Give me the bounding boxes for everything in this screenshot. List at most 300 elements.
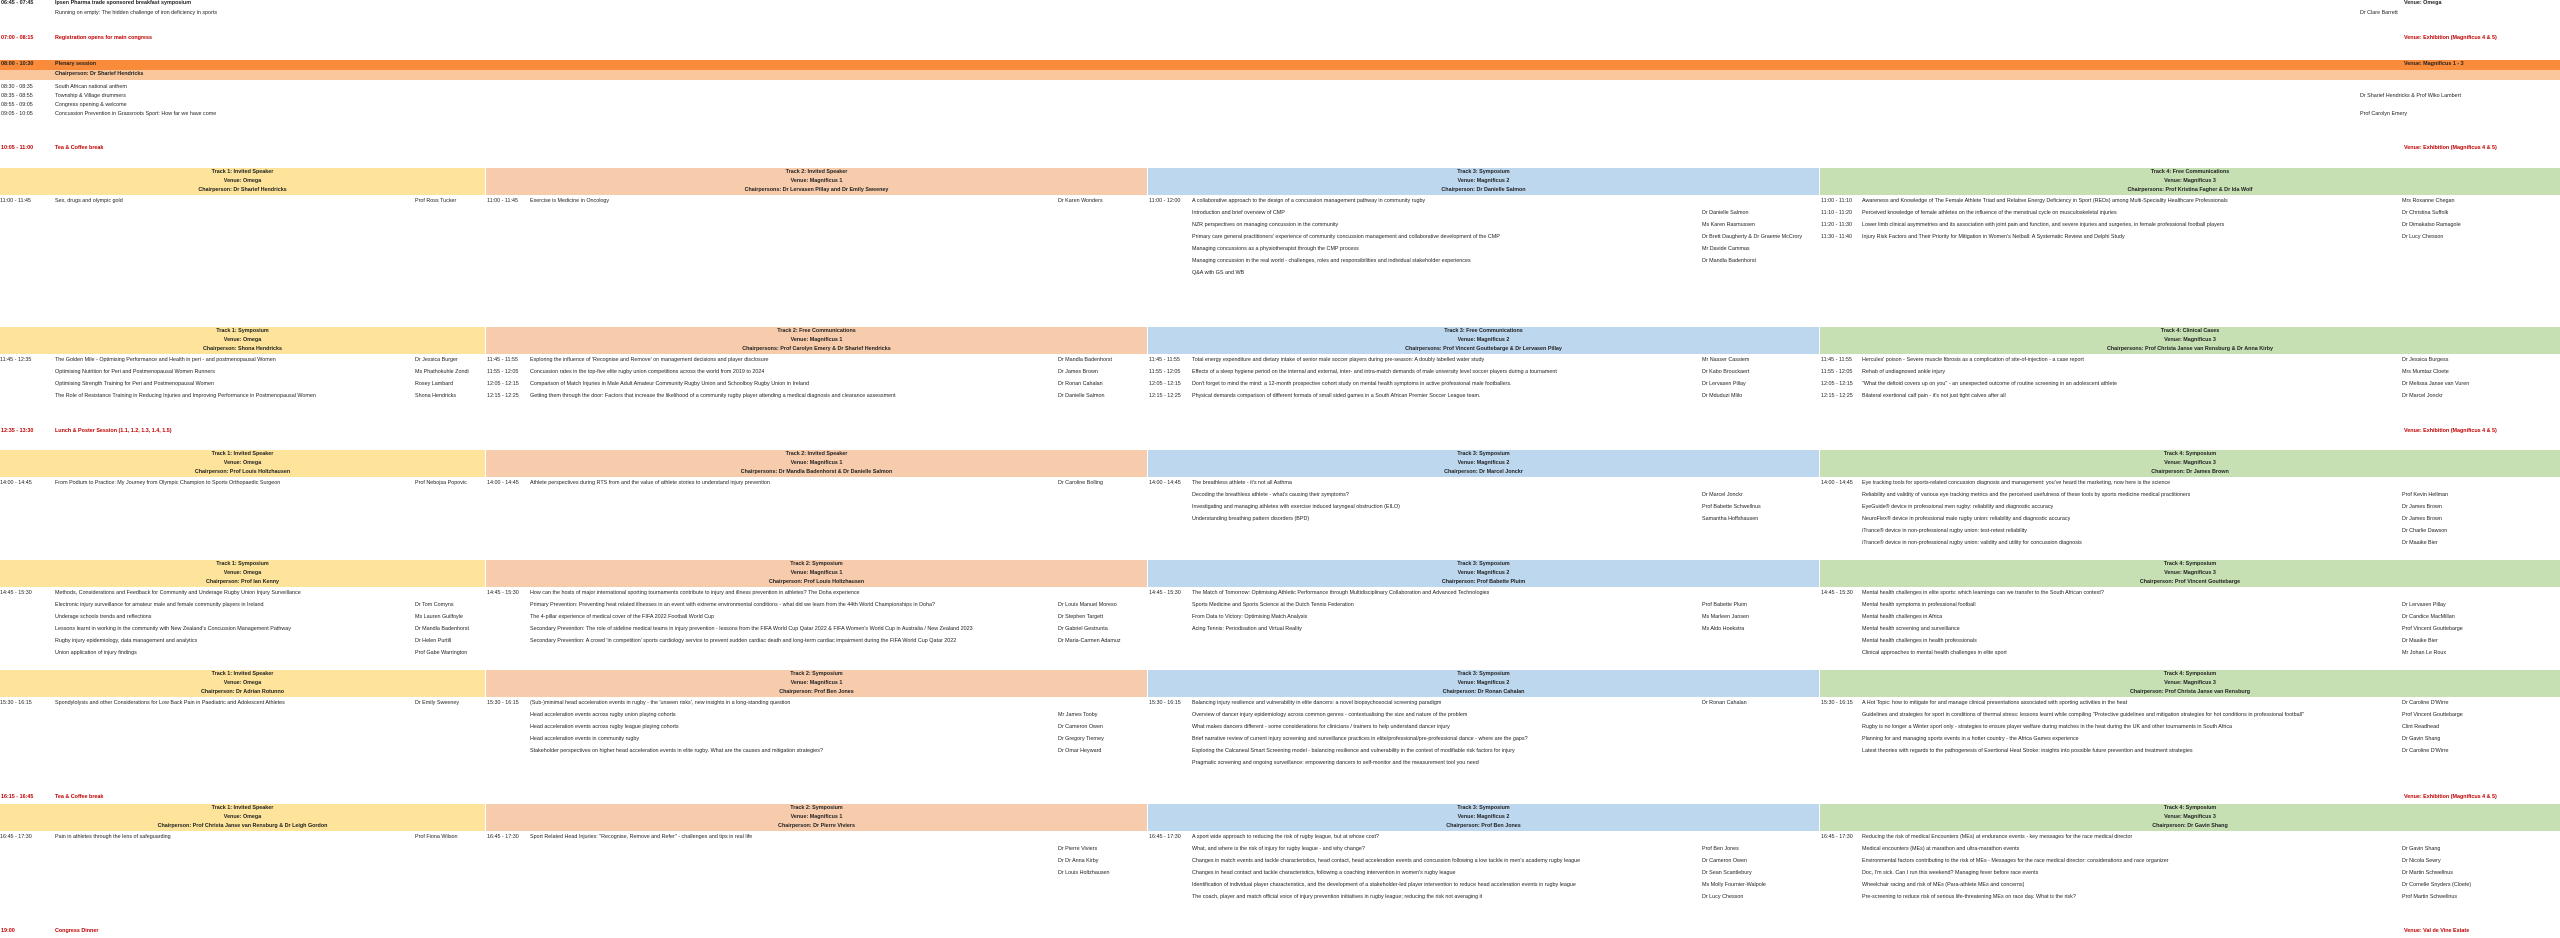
talk-speaker: Mr James Tooby [1058, 712, 1098, 718]
talk-time: 11:10 - 11:20 [1821, 210, 1852, 216]
talk-speaker: Prof Vincent Gouttebarge [2402, 712, 2463, 718]
track-header-line: Chairperson: Prof Louis Holtzhausen [486, 578, 1147, 587]
session-venue: Venue: Magnificus 1 - 3 [2404, 61, 2464, 67]
talk-title: Clinical approaches to mental health challenges in elite sport [1862, 650, 2007, 656]
talk-title: Union application of injury findings [55, 650, 137, 656]
talk-speaker: Dr James Brown [2402, 504, 2442, 510]
track-header-line: Venue: Magnificus 3 [1820, 177, 2560, 186]
talk-time: 14:00 - 14:45 [0, 480, 32, 486]
session-title: Tea & Coffee break [55, 794, 104, 800]
talk-title: A collaborative approach to the design of a concussion management pathway in community rugby [1192, 198, 1426, 204]
track-header-line: Track 1: Invited Speaker [0, 450, 485, 459]
talk-title: Q&A with GS and WB [1192, 270, 1245, 276]
talk-title: Medical encounters (MEs) at marathon and ultra-marathon events [1862, 846, 2020, 852]
track-header-line: Chairperson: Dr Ronan Cahalan [1148, 688, 1819, 697]
talk-title: Rehab of undiagnosed ankle injury [1862, 369, 1946, 375]
talk-title: Sports Medicine and Sports Science at the Dutch Tennis Federation [1192, 602, 1354, 608]
track-header-line: Track 1: Invited Speaker [0, 168, 485, 177]
track-header-line: Chairperson: Dr Gavin Shang [1820, 822, 2560, 831]
talk-title: The Golden Mile - Optimising Performance and Health in peri - and postmenopausal Women [55, 357, 276, 363]
track-header-line: Venue: Magnificus 2 [1148, 813, 1819, 822]
talk-title: Investigating and managing athletes with exercise induced laryngeal obstruction (EILO) [1192, 504, 1400, 510]
talk-title: Rugby injury epidemiology, data management and analytics [55, 638, 198, 644]
talk-title: Optimising Strength Training for Peri and Postmenopausal Women [55, 381, 215, 387]
talk-speaker: Dr Louis Holtzhausen [1058, 870, 1110, 876]
talk-title: Environmental factors contributing to the risk of MEs - Messages for the race medical director: considerations and race organizer [1862, 858, 2169, 864]
talk-time: 12:05 - 12:15 [1149, 381, 1181, 387]
session-title: Congress Dinner [55, 928, 99, 934]
talk-speaker: Dr Caroline Bolling [1058, 480, 1103, 486]
talk-title: Exploring the Calcaneal Smart Screening model - balancing resilience and vulnerability in the context of modifiable risk factors for injury [1192, 748, 1515, 754]
session-venue: Venue: Omega [2404, 0, 2442, 6]
talk-speaker: Mr Davide Cammas [1702, 246, 1750, 252]
item-time: 08:35 - 08:55 [1, 93, 33, 99]
chairperson: Chairperson: Dr Sharief Hendricks [55, 71, 144, 77]
track-header-line: Chairpersons: Dr Lervasen Pillay and Dr Emily Sweeney [486, 186, 1147, 195]
talk-title: Managing concussions as a physiotherapist through the CMP process [1192, 246, 1359, 252]
talk-time: 12:05 - 12:15 [1821, 381, 1853, 387]
track-header-line: Track 1: Invited Speaker [0, 670, 485, 679]
talk-speaker: Dr Caroline D'Wirre [2402, 700, 2449, 706]
plenary-item [0, 111, 2560, 121]
talk-title: Exploring the influence of 'Recognise and Remove' on management decisions and player disclosure [530, 357, 769, 363]
talk-speaker: Dr Omar Heyward [1058, 748, 1102, 754]
talk-title: Acing Tennis: Periodisation and Virtual Reality [1192, 626, 1302, 632]
talk-time: 11:45 - 12:35 [0, 357, 32, 363]
talk-speaker: Dr Dimakatso Ramagole [2402, 222, 2461, 228]
track-header-line: Venue: Magnificus 1 [486, 177, 1147, 186]
talk-speaker: Prof Vincent Gouttebarge [2402, 626, 2463, 632]
talk-title: From Data to Victory: Optimising Match Analysis [1192, 614, 1308, 620]
track-header-line: Track 2: Symposium [486, 560, 1147, 569]
track-header-line: Track 3: Symposium [1148, 670, 1819, 679]
talk-speaker: Dr Maria-Carmen Adamuz [1058, 638, 1121, 644]
talk-title: Changes in head contact and tackle characteristics, following a coaching intervention in women's rugby league [1192, 870, 1456, 876]
track-header-line: Chairperson: Dr Pierre Viviers [486, 822, 1147, 831]
talk-title: Pragmatic screening and ongoing surveillance: empowering dancers to self-monitor and the measurement tool you need [1192, 760, 1479, 766]
talk-speaker: Dr Clare Barrett [2360, 10, 2398, 16]
talk-speaker: Ms Marleen Jansen [1702, 614, 1750, 620]
talk-title: Head acceleration events across rugby union playing cohorts [530, 712, 676, 718]
dinner-row [0, 928, 2560, 938]
talk-speaker: Prof Martin Schwellnus [2402, 894, 2458, 900]
track-header-line: Track 1: Symposium [0, 327, 485, 336]
talk-speaker: Dr Karen Wonders [1058, 198, 1103, 204]
talk-speaker: Dr Sean Scantlebury [1702, 870, 1752, 876]
talk-title: Understanding breathing pattern disorders (BPD) [1192, 516, 1310, 522]
talk-speaker: Dr Gavin Shang [2402, 846, 2441, 852]
talk-title: EyeGuide® device in professional men rugby: reliability and diagnostic accuracy [1862, 504, 2054, 510]
track-header-line: Chairpersons: Prof Carolyn Emery & Dr Sharief Hendricks [486, 345, 1147, 354]
talk-speaker: Samantha Hoffshausen [1702, 516, 1759, 522]
track-header-line: Venue: Omega [0, 177, 485, 186]
talk-speaker: Ms Lauren Guilfoyle [415, 614, 463, 620]
talk-title: Overview of dancer injury epidemiology across common genres - contextualising the size and nature of the problem [1192, 712, 1468, 718]
talk-speaker: Dr Cornelle Snyders (Cloete) [2402, 882, 2472, 888]
track-header-line: Chairperson: Prof Ian Kenny [0, 578, 485, 587]
track-header-line: Track 2: Invited Speaker [486, 450, 1147, 459]
talk-title: Changes in match events and tackle characteristics, head contact, head acceleration events and concussion following a low tackle in men's academy rugby league [1192, 858, 1581, 864]
talk-title: Methods, Considerations and Feedback for Community and Underage Rugby Union Injury Surveillance [55, 590, 301, 596]
talk-title: iTrance® device in non-professional rugby union: validity and utility for concussion diagnosis [1862, 540, 2082, 546]
talk-title: Primary Prevention: Preventing heat related illnesses in an event with extreme environmental conditions - what did we learn from the 44th World Championships in Doha? [530, 602, 936, 608]
talk-speaker: Prof Babette Schwellnus [1702, 504, 1761, 510]
talk-speaker: Dr Christina Suffolk [2402, 210, 2449, 216]
talk-time: 11:45 - 11:55 [487, 357, 518, 363]
track-header-line: Venue: Magnificus 1 [486, 679, 1147, 688]
talk-title: Bilateral exertional calf pain - it's not just tight calves after all [1862, 393, 2006, 399]
talk-time: 15:30 - 16:15 [0, 700, 32, 706]
registration-row [0, 35, 2560, 45]
talk-time: 15:30 - 16:15 [487, 700, 519, 706]
track-header-line: Venue: Omega [0, 813, 485, 822]
talk-speaker: Dr Marcel Jonckr [2402, 393, 2443, 399]
track-header-line: Track 3: Symposium [1148, 560, 1819, 569]
talk-speaker: Dr Lucy Chesson [2402, 234, 2444, 240]
session-time: 12:35 - 13:30 [1, 428, 34, 434]
track-header-line: Chairperson: Dr Marcel Jonckr [1148, 468, 1819, 477]
track-header-line: Chairperson: Prof Ben Jones [486, 688, 1147, 697]
talk-title: Guidelines and strategies for sport in conditions of thermal stress: lessons learnt while compiling "Protective guidelines and mitigation strategies for hot conditions in professional football" [1862, 712, 2304, 718]
talk-speaker: Prof Kevin Hellman [2402, 492, 2449, 498]
talk-speaker: Dr Cameron Owen [1058, 724, 1103, 730]
talk-time: 11:30 - 11:40 [1821, 234, 1852, 240]
talk-time: 11:00 - 11:45 [0, 198, 31, 204]
talk-speaker: Dr Ronan Cahalan [1702, 700, 1747, 706]
track-header-line: Track 2: Invited Speaker [486, 168, 1147, 177]
talk-speaker: Dr Dr Anna Kirby [1058, 858, 1099, 864]
talk-speaker: Mrs Roxanne Chegan [2402, 198, 2455, 204]
talk-speaker: Dr Emily Sweeney [415, 700, 460, 706]
talk-speaker: Ms Aldo Hoekstra [1702, 626, 1745, 632]
talk-time: 16:45 - 17:30 [487, 834, 519, 840]
talk-speaker: Mr Nasser Cassiem [1702, 357, 1750, 363]
talk-speaker: Dr Mandla Badenhorst [1058, 357, 1112, 363]
tea-break-row [0, 145, 2560, 155]
talk-title: Primary care general practitioners' experience of community concussion management and collaborative development of the CMP [1192, 234, 1500, 240]
talk-speaker: Dr Maaike Bier [2402, 540, 2438, 546]
talk-speaker: Rosey Lambard [415, 381, 454, 387]
track-header-line: Venue: Magnificus 2 [1148, 569, 1819, 578]
talk-time: 12:15 - 12:25 [1149, 393, 1181, 399]
talk-time: 16:45 - 17:30 [1149, 834, 1181, 840]
talk-speaker: Dr Lervasen Pillay [2402, 602, 2446, 608]
talk-title: Identification of individual player characteristics, and the development of a stakeholder-led player intervention to reduce head acceleration events in rugby league [1192, 882, 1576, 888]
session-venue: Venue: Exhibition (Magnificus 4 & 5) [2404, 35, 2497, 41]
talk-speaker: Dr James Brown [1058, 369, 1098, 375]
session-title: Registration opens for main congress [55, 35, 153, 41]
talk-title: Underage schools trends and reflections [55, 614, 152, 620]
session-venue: Venue: Exhibition (Magnificus 4 & 5) [2404, 145, 2497, 151]
track-header-line: Venue: Magnificus 3 [1820, 336, 2560, 345]
track-header-line: Track 4: Clinical Cases [1820, 327, 2560, 336]
plenary-header-row [0, 60, 2560, 70]
talk-title: Reliability and validity of various eye tracking metrics and the perceived usefulness of these tools by sports medicine medical practitioners [1862, 492, 2191, 498]
talk-title: Lower limb clinical asymmetries and its association with joint pain and function, and severe injuries and surgeries, in female professional football players [1862, 222, 2225, 228]
talk-title: From Podium to Practice: My Journey from Olympic Champion to Sports Orthopaedic Surgeon [55, 480, 281, 486]
talk-title: A sport wide approach to reducing the risk of rugby league, but at whose cost? [1192, 834, 1379, 840]
track-header-line: Chairperson: Dr Adrian Rotunno [0, 688, 485, 697]
track-header-line: Track 4: Symposium [1820, 560, 2560, 569]
talk-title: The Role of Resistance Training in Reducing Injuries and Improving Performance in Postmenopausal Women [55, 393, 316, 399]
talk-title: Getting them through the door: Factors that increase the likelihood of a community rugby player attending a medical diagnosis and clearance assessment [530, 393, 896, 399]
talk-title: Physical demands comparison of different formats of small sided games in a South African Premier Soccer League team. [1192, 393, 1481, 399]
talk-title: Athlete perspectives during RTS from and the value of athlete stories to understand injury prevention [530, 480, 770, 486]
talk-title: Brief narrative review of current injury screening and surveillance practices in elite/professional/pre-professional dance - where are the gaps? [1192, 736, 1528, 742]
talk-time: 11:00 - 11:10 [1821, 198, 1852, 204]
talk-speaker: Dr Gabriel Gestrunta [1058, 626, 1108, 632]
item-time: 09:05 - 10:05 [1, 111, 33, 117]
talk-title: Electronic injury surveillance for amateur male and female community players in Ireland [55, 602, 264, 608]
track-header-line: Track 4: Symposium [1820, 450, 2560, 459]
track-header-line: Chairpersons: Prof Kristina Fagher & Dr Ida Wolf [1820, 186, 2560, 195]
talk-title: Mental health challenges in Africa [1862, 614, 1943, 620]
track-header-line: Venue: Magnificus 3 [1820, 459, 2560, 468]
talk-speaker: Dr Danielle Salmon [1058, 393, 1105, 399]
talk-title: Running on empty: The hidden challenge of iron deficiency in sports [55, 10, 218, 16]
track-header-line: Venue: Magnificus 2 [1148, 177, 1819, 186]
talk-time: 14:00 - 14:45 [1821, 480, 1853, 486]
talk-speaker: Prof Gabe Warrington [415, 650, 468, 656]
track-header-line: Track 3: Symposium [1148, 804, 1819, 813]
item-time: 08:30 - 08:35 [1, 84, 33, 90]
talk-speaker: Dr Jessica Burgess [2402, 357, 2449, 363]
talk-title: Don't forget to mind the mind: a 12-month prospective cohort study on mental health symptoms in active professional male footballers. [1192, 381, 1512, 387]
talk-title: Head acceleration events across rugby league playing cohorts [530, 724, 679, 730]
track-header-line: Venue: Omega [0, 459, 485, 468]
talk-speaker: Dr Jessica Burger [415, 357, 458, 363]
talk-time: 15:30 - 16:15 [1149, 700, 1181, 706]
track-header-line: Chairpersons: Prof Vincent Gouttebarge & Dr Lervasen Pillay [1148, 345, 1819, 354]
item-title: Congress opening & welcome [55, 102, 127, 108]
tea-break-2-row [0, 794, 2560, 804]
track-header-line: Track 4: Symposium [1820, 804, 2560, 813]
track-header-line: Venue: Magnificus 3 [1820, 569, 2560, 578]
session-title: Lunch & Poster Session (1.1, 1.2, 1.3, 1.4, 1.5) [55, 428, 172, 434]
talk-time: 11:45 - 11:55 [1821, 357, 1852, 363]
talk-speaker: Mrs Mumtaz Cloete [2402, 369, 2449, 375]
talk-title: Lessons learnt in working in the community with New Zealand's Concussion Management Pathway [55, 626, 291, 632]
session-title: Ipsen Pharma trade sponsored breakfast symposium [55, 0, 192, 6]
track-header-line: Chairperson: Prof Christa Janse van Rensburg & Dr Leigh Gordon [0, 822, 485, 831]
talk-speaker: Dr Maaike Bier [2402, 638, 2438, 644]
track-header-line: Track 1: Symposium [0, 560, 485, 569]
talk-speaker: Dr Gregory Tierney [1058, 736, 1104, 742]
talk-speaker: Dr Charlie Dawson [2402, 528, 2448, 534]
track-header-line: Venue: Magnificus 2 [1148, 459, 1819, 468]
talk-title: Concussion rates in the top-five elite rugby union competitions across the world from 2019 to 2024 [530, 369, 765, 375]
talk-speaker: Dr Mduduzi Mlilo [1702, 393, 1743, 399]
track-header-line: Chairperson: Prof Christa Janse van Rensburg [1820, 688, 2560, 697]
track-header-line: Venue: Magnificus 1 [486, 813, 1147, 822]
talk-time: 16:45 - 17:30 [0, 834, 32, 840]
track-header-line: Chairperson: Prof Babette Pluim [1148, 578, 1819, 587]
talk-speaker: Ms Karen Rasmussen [1702, 222, 1756, 228]
track-header-line: Track 1: Invited Speaker [0, 804, 485, 813]
talk-speaker: Mr Johan Le Roux [2402, 650, 2447, 656]
talk-title: Planning for and managing sports events in a hotter country - the Africa Games experience [1862, 736, 2079, 742]
track-header-line: Chairperson: Prof Louis Holtzhausen [0, 468, 485, 477]
talk-title: What, and where is the risk of injury for rugby league - and why change? [1192, 846, 1365, 852]
talk-speaker: Dr Pierre Viviers [1058, 846, 1098, 852]
talk-title: Awareness and Knowledge of The Female Athlete Triad and Relative Energy Deficiency in Sport (REDs) among Multi-Speciality Healthcare Professionals [1862, 198, 2228, 204]
talk-speaker: Shona Hendricks [415, 393, 457, 399]
talk-title: Total energy expenditure and dietary intake of senior male soccer players during pre-season: A doubly labelled water study [1192, 357, 1485, 363]
talk-time: 11:45 - 11:55 [1149, 357, 1180, 363]
talk-speaker: Dr Caroline D'Wirre [2402, 748, 2449, 754]
talk-speaker: Dr Louis Manuel Moreso [1058, 602, 1117, 608]
track-header-line: Chairperson: Shona Hendricks [0, 345, 485, 354]
talk-speaker: Dr Tom Comyns [415, 602, 454, 608]
talk-time: 14:45 - 15:30 [487, 590, 519, 596]
talk-time: 16:45 - 17:30 [1821, 834, 1853, 840]
track-header-line: Track 2: Symposium [486, 670, 1147, 679]
talk-time: 15:30 - 16:15 [1821, 700, 1853, 706]
talk-title: Stakeholder perspectives on higher head acceleration events in elite rugby. What are the causes and mitigation strategies? [530, 748, 823, 754]
track-header-line: Track 2: Free Communications [486, 327, 1147, 336]
track-header-line: Chairperson: Dr Danielle Salmon [1148, 186, 1819, 195]
talk-time: 11:55 - 12:05 [487, 369, 519, 375]
track-header-line: Venue: Omega [0, 569, 485, 578]
track-header-line: Track 3: Free Communications [1148, 327, 1819, 336]
talk-speaker: Prof Fiona Wilson [415, 834, 458, 840]
plenary-chair-row [0, 70, 2560, 80]
track-header-line: Track 4: Symposium [1820, 670, 2560, 679]
talk-speaker: Prof Ross Tucker [415, 198, 457, 204]
talk-title: Wheelchair racing and risk of MEs (Para-athlete MEs and concerns) [1862, 882, 2025, 888]
session-title: Tea & Coffee break [55, 145, 104, 151]
talk-time: 12:15 - 12:25 [487, 393, 519, 399]
talk-title: NZR perspectives on managing concussion in the community [1192, 222, 1339, 228]
talk-speaker: Ms Phathokuhle Zondi [415, 369, 469, 375]
item-title: Concussion Prevention in Grassroots Sport: How far we have come [55, 111, 217, 117]
session-venue: Venue: Exhibition (Magnificus 4 & 5) [2404, 794, 2497, 800]
talk-title: Injury Risk Factors and Their Priority for Mitigation in Women's Netball: A Systematic Review and Delphi Study [1862, 234, 2125, 240]
talk-time: 11:00 - 11:45 [487, 198, 518, 204]
talk-title: Rugby is no longer a Winter sport only - strategies to ensure player welfare during matches in the heat during the UK and other tournaments in South Africa [1862, 724, 2233, 730]
talk-time: 11:20 - 11:30 [1821, 222, 1852, 228]
session-time: 08:00 - 10:30 [1, 61, 34, 67]
talk-title: Latest theories with regards to the pathogenesis of Exertional Heat Stroke: insights into possible future prevention and treatment strategies [1862, 748, 2193, 754]
talk-speaker: Dr Lervasen Pillay [1702, 381, 1746, 387]
talk-title: The 4-pillar experience of medical cover of the FIFA 2022 Football World Cup [530, 614, 715, 620]
track-header-line: Venue: Magnificus 3 [1820, 679, 2560, 688]
talk-time: 12:15 - 12:25 [1821, 393, 1853, 399]
talk-title: Hercules' poison - Severe muscle fibrosis as a complication of site-of-injection - a case report [1862, 357, 2084, 363]
track-header-line: Chairperson: Prof Ben Jones [1148, 822, 1819, 831]
talk-time: 14:45 - 15:30 [1821, 590, 1853, 596]
talk-speaker: Dr Mandla Badenhorst [415, 626, 469, 632]
talk-speaker: Dr Marcel Jonckr [1702, 492, 1743, 498]
talk-title: The breathless athlete - it's not all Asthma [1192, 480, 1292, 486]
lunch-row [0, 428, 2560, 438]
track-header-line: Track 4: Free Communications [1820, 168, 2560, 177]
track-header-line: Venue: Magnificus 1 [486, 569, 1147, 578]
talk-speaker: Prof Ben Jones [1702, 846, 1739, 852]
talk-title: Comparison of Match Injuries in Male Adult Amateur Community Rugby Union and Schoolboy Rugby Union in Ireland [530, 381, 809, 387]
talk-title: Spondylolysis and other Considerations for Low Back Pain in Paediatric and Adolescent Athletes [55, 700, 285, 706]
talk-title: Optimising Nutrition for Peri and Postmenopausal Women Runners [55, 369, 215, 375]
track-header-line: Chairpersons: Prof Christa Janse van Rensburg & Dr Anna Kirby [1820, 345, 2560, 354]
talk-time: 14:45 - 15:30 [1149, 590, 1181, 596]
session-venue: Venue: Val de Vine Estate [2404, 928, 2470, 934]
talk-speaker: Dr Cameron Owen [1702, 858, 1747, 864]
track-header-line: Venue: Magnificus 3 [1820, 813, 2560, 822]
session-venue: Venue: Exhibition (Magnificus 4 & 5) [2404, 428, 2497, 434]
talk-speaker: Dr Brett Daugherty & Dr Graeme McCrory [1702, 234, 1803, 240]
talk-time: 14:00 - 14:45 [487, 480, 519, 486]
talk-title: Mental health symptoms in professional football [1862, 602, 1976, 608]
talk-title: How can the hosts of major international sporting tournaments contribute to injury and illness prevention in athletes? The Doha experience [530, 590, 860, 596]
talk-title: The Match of Tomorrow: Optimising Athletic Performance through Multidisciplinary Collaboration and Advanced Technologies [1192, 590, 1490, 596]
session-time: 10:05 - 11:00 [1, 145, 34, 151]
talk-title: What makes dancers different - some considerations for clinicians / trainers to help understand dancer injury [1192, 724, 1450, 730]
item-speaker: Prof Carolyn Emery [2360, 111, 2408, 117]
session-time: 16:15 - 16:45 [1, 794, 34, 800]
item-speaker: Dr Sharief Hendricks & Prof Wiko Lambert [2360, 93, 2461, 99]
talk-time: 12:05 - 12:15 [487, 381, 519, 387]
talk-title: (Sub-)minimal head acceleration events in rugby - the 'unseen risks', new insights in a long-standing question [530, 700, 791, 706]
talk-title: iTrance® device in non-professional rugby union: test-retest reliability [1862, 528, 2027, 534]
talk-title: Balancing injury resilience and vulnerability in elite dancers: a novel biopsychosocial screening paradigm [1192, 700, 1442, 706]
talk-title: Mental health screening and surveillance [1862, 626, 1960, 632]
talk-speaker: Clint Readhead [2402, 724, 2440, 730]
item-title: Township & Village drummers [55, 93, 126, 99]
breakfast-talk-row [0, 10, 2560, 20]
talk-speaker: Dr Helen Purtill [415, 638, 452, 644]
breakfast-row [0, 0, 2560, 10]
talk-title: Exercise is Medicine in Oncology [530, 198, 610, 204]
talk-title: "What the deltoid covers up on you" - an unexpected outcome of routine screening in an adolescent athlete [1862, 381, 2117, 387]
talk-speaker: Dr Melissa Janse van Vuren [2402, 381, 2470, 387]
talk-title: Introduction and brief overview of CMP [1192, 210, 1285, 216]
talk-title: Sport Related Head Injuries: "Recognise, Remove and Refer" - challenges and tips in real life [530, 834, 753, 840]
talk-speaker: Dr Danielle Salmon [1702, 210, 1749, 216]
talk-title: Reducing the risk of medical Encounters (MEs) at endurance events - key messages for the race medical director [1862, 834, 2133, 840]
talk-speaker: Dr James Brown [2402, 516, 2442, 522]
talk-time: 11:55 - 12:05 [1821, 369, 1853, 375]
track-header-line: Venue: Magnificus 1 [486, 459, 1147, 468]
item-title: South African national anthem [55, 84, 127, 90]
talk-title: Managing concussion in the real world - challenges, roles and responsibilities and individual stakeholder experiences [1192, 258, 1471, 264]
talk-title: Sex, drugs and olympic gold [55, 198, 123, 204]
talk-title: Perceived knowledge of female athletes on the influence of the menstrual cycle on musculoskeletal injuries [1862, 210, 2117, 216]
talk-title: A Hot Topic: how to mitigate for and manage clinical presentations associated with sporting activities in the heat [1862, 700, 2128, 706]
track-header-line: Chairpersons: Dr Mandla Badenhorst & Dr Danielle Salmon [486, 468, 1147, 477]
talk-title: Doc, I'm sick. Can I run this weekend? Managing fever before race events [1862, 870, 2039, 876]
talk-speaker: Dr Candice MacMillan [2402, 614, 2455, 620]
track-header-line: Track 3: Symposium [1148, 168, 1819, 177]
track-header-line: Chairperson: Dr James Brown [1820, 468, 2560, 477]
talk-speaker: Dr Kabo Brouckaert [1702, 369, 1750, 375]
talk-speaker: Ms Molly Fournier-Walpole [1702, 882, 1766, 888]
talk-speaker: Dr Lucy Chesson [1702, 894, 1744, 900]
track-header-line: Venue: Omega [0, 679, 485, 688]
talk-speaker: Prof Babette Pluim [1702, 602, 1747, 608]
talk-title: NeuroFlex® device in professional male rugby union: reliability and diagnostic accuracy [1862, 516, 2071, 522]
talk-speaker: Dr Mandla Badenhorst [1702, 258, 1756, 264]
session-time: 07:00 - 08:15 [1, 35, 34, 41]
talk-speaker: Dr Gavin Shang [2402, 736, 2441, 742]
track-header-line: Venue: Omega [0, 336, 485, 345]
talk-speaker: Dr Nicola Sewry [2402, 858, 2441, 864]
track-header-line: Venue: Magnificus 1 [486, 336, 1147, 345]
talk-time: 11:00 - 12:00 [1149, 198, 1181, 204]
session-title: Plenary session [55, 61, 97, 67]
talk-title: Pain in athletes through the lens of safeguarding [55, 834, 171, 840]
talk-time: 14:00 - 14:45 [1149, 480, 1181, 486]
talk-title: Mental health challenges in elite sports: which learnings can we transfer to the South African context? [1862, 590, 2104, 596]
